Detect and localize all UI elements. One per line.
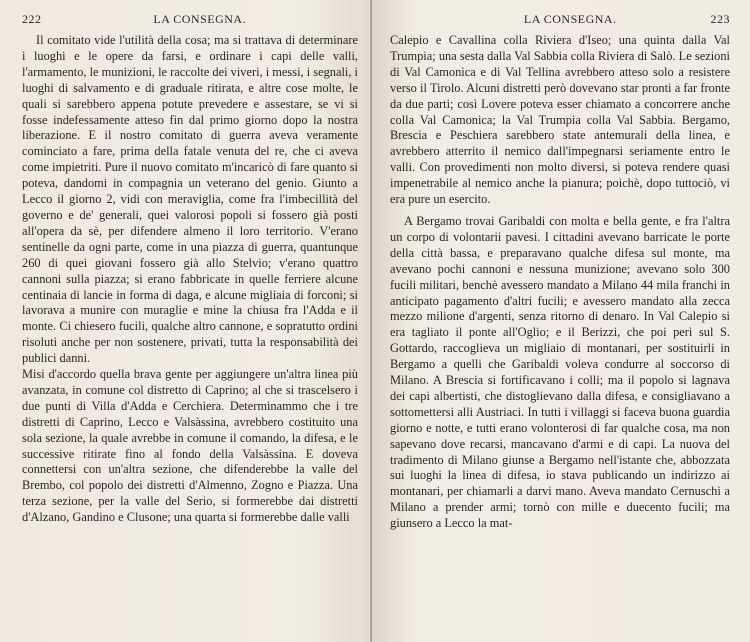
page-number: 223 xyxy=(710,12,730,26)
right-page-header xyxy=(390,12,730,27)
paragraph: Il comitato vide l'utilità della cosa; ma si trattava di determinare i luoghi e le opere da farsi, e ordinare i capi delle valli, l'armamento, le munizioni, le raccolte dei viveri, i messi, i segnali, i luoghi di salvamento e di graduale ritirata, e altre cose molte, le quali si sarebbero appena potute prevedere e assestare, se vi si fosse indefessamente atteso fin dal primo giorno dopo la nostra liberazione. E il nostro comitato di guerra aveva veramente cominciato a fare, prima della fatale venuta del re, che ci aveva come impietriti. Pure il nuovo comitato m'incaricò di fare quanto si poteva, dandomi in compagnia un veterano del genio. Giunto a Lecco il giorno 2, vidi con meraviglia, come fra l'imbecillità del governo e de' generali, quei valorosi popoli si fossero già posti all'opera da sè, per difendere almeno il loro territorio. V'erano sentinelle da ogni parte, come in una piazza di guerra, quantunque 260 di quei giovani fossero già allo Stelvio; v'erano quattro cannoni sulla piazza; si erano fabbricate in quelle ferriere alcune centinaia di lancie in forma di daga, e alcune migliaia di forconi; si lavorava a munire con muraglie e mine la chiusa fra l'Adda e il monte. Ci chiesero fucili, qualche altro cannone, e sopratutto ordini risoluti anche per non sostenere, privati, tutta la responsabilità dei publici danni. xyxy=(22,33,358,366)
left-page xyxy=(0,0,372,642)
paragraph: Calepio e Cavallina colla Riviera d'Iseo; una quinta dalla Val Trumpia; una sesta dalla Val Sabbia colla Riviera di Salò. Le sezioni di Val Camonica e di Val Tellina avrebbero atteso solo a resistere verso il Tirolo. Alcuni distretti però dovevano star pronti a far fronte da due parti; così Lovere poteva esser chiamato a concorrere anche colla Val Camonica; la Val Trumpia colla Val Sabbia. Bergamo, Brescia e Peschiera sarebbero state antemurali della linea, e avrebbero atterrito il nemico dall'impegnarsi seriamente entro le valli. Con provedimenti non molto diversi, si poteva rendere quasi impenetrabile al nemico anche la pianura; poichè, dopo tuttociò, vi era pure un esercito. xyxy=(390,33,730,207)
right-page xyxy=(372,0,750,642)
right-page-body xyxy=(390,33,730,532)
left-page-body xyxy=(22,33,358,526)
running-head: LA CONSEGNA. xyxy=(153,12,247,26)
page-number: 222 xyxy=(22,12,42,26)
running-head: LA CONSEGNA. xyxy=(523,12,617,26)
paragraph: Misi d'accordo quella brava gente per aggiungere un'altra linea più avanzata, in comune col distretto di Caprino; al che si trascelsero i due punti di Villa d'Adda e Cerchiera. Determinammo che i tre distretti di Caprino, Lecco e Valsàssina, avrebbero costituito una sola sezione, la quale avrebbe in comune il comando, la difesa, e le successive ritirate fino al fondo della Valsàssina. E doveva connettersi con un'altra sezione, che difenderebbe la valle del Brembo, col popolo dei distretti d'Almenno, Zogno e Piazza. Una terza sezione, per la valle del Serio, si formerebbe dai distretti d'Alzano, Gandino e Clusone; una quarta si formerebbe dalle valli xyxy=(22,367,358,525)
paragraph: A Bergamo trovai Garibaldi con molta e bella gente, e fra l'altra un corpo di volontarii pavesi. I cittadini avevano barricate le porte della città bassa, e preparavano qualche difesa sul monte, ma avevano pochi cannoni e nessuna munizione; avevano solo 300 fucili militari, benchè avessero mandato a Milano 44 mila franchi in anticipato pagamento d'altri fucili; e avessero mandato alla zecca mezzo milione d'argenti, senza ritorno di denaro. In Val Calepio si era tagliato il ponte all'Oglio; e il Berizzi, che poi perì sul S. Gottardo, raccoglieva un migliaio di montanari, per sostituirli in Bergamo a quelli che Garibaldi voleva condurre al soccorso di Milano. A Brescia si fortificavano i colli; ma il popolo si lagnava dei capi albertisti, che distoglievano dalla difesa, e consigliavano a sottomettersi alli Austriaci. In tutti i villaggi si faceva buona guardia giorno e notte, e tutti erano volonterosi di far qualche cosa, ma non sapevano dove recarsi, mancavano d'armi e di capi. La nuova del tradimento di Milano giunse a Bergamo nell'istante che, abbozzata sui luoghi la linea di difesa, io stava publicando un indirizzo ai montanari, per chiamarli a darvi mano. Aveva mandato Cernuschi a Milano a prender armi; tornò con mille e duecento fucili; ma giunsero a Lecco la mat- xyxy=(390,213,730,531)
left-page-header xyxy=(22,12,358,27)
